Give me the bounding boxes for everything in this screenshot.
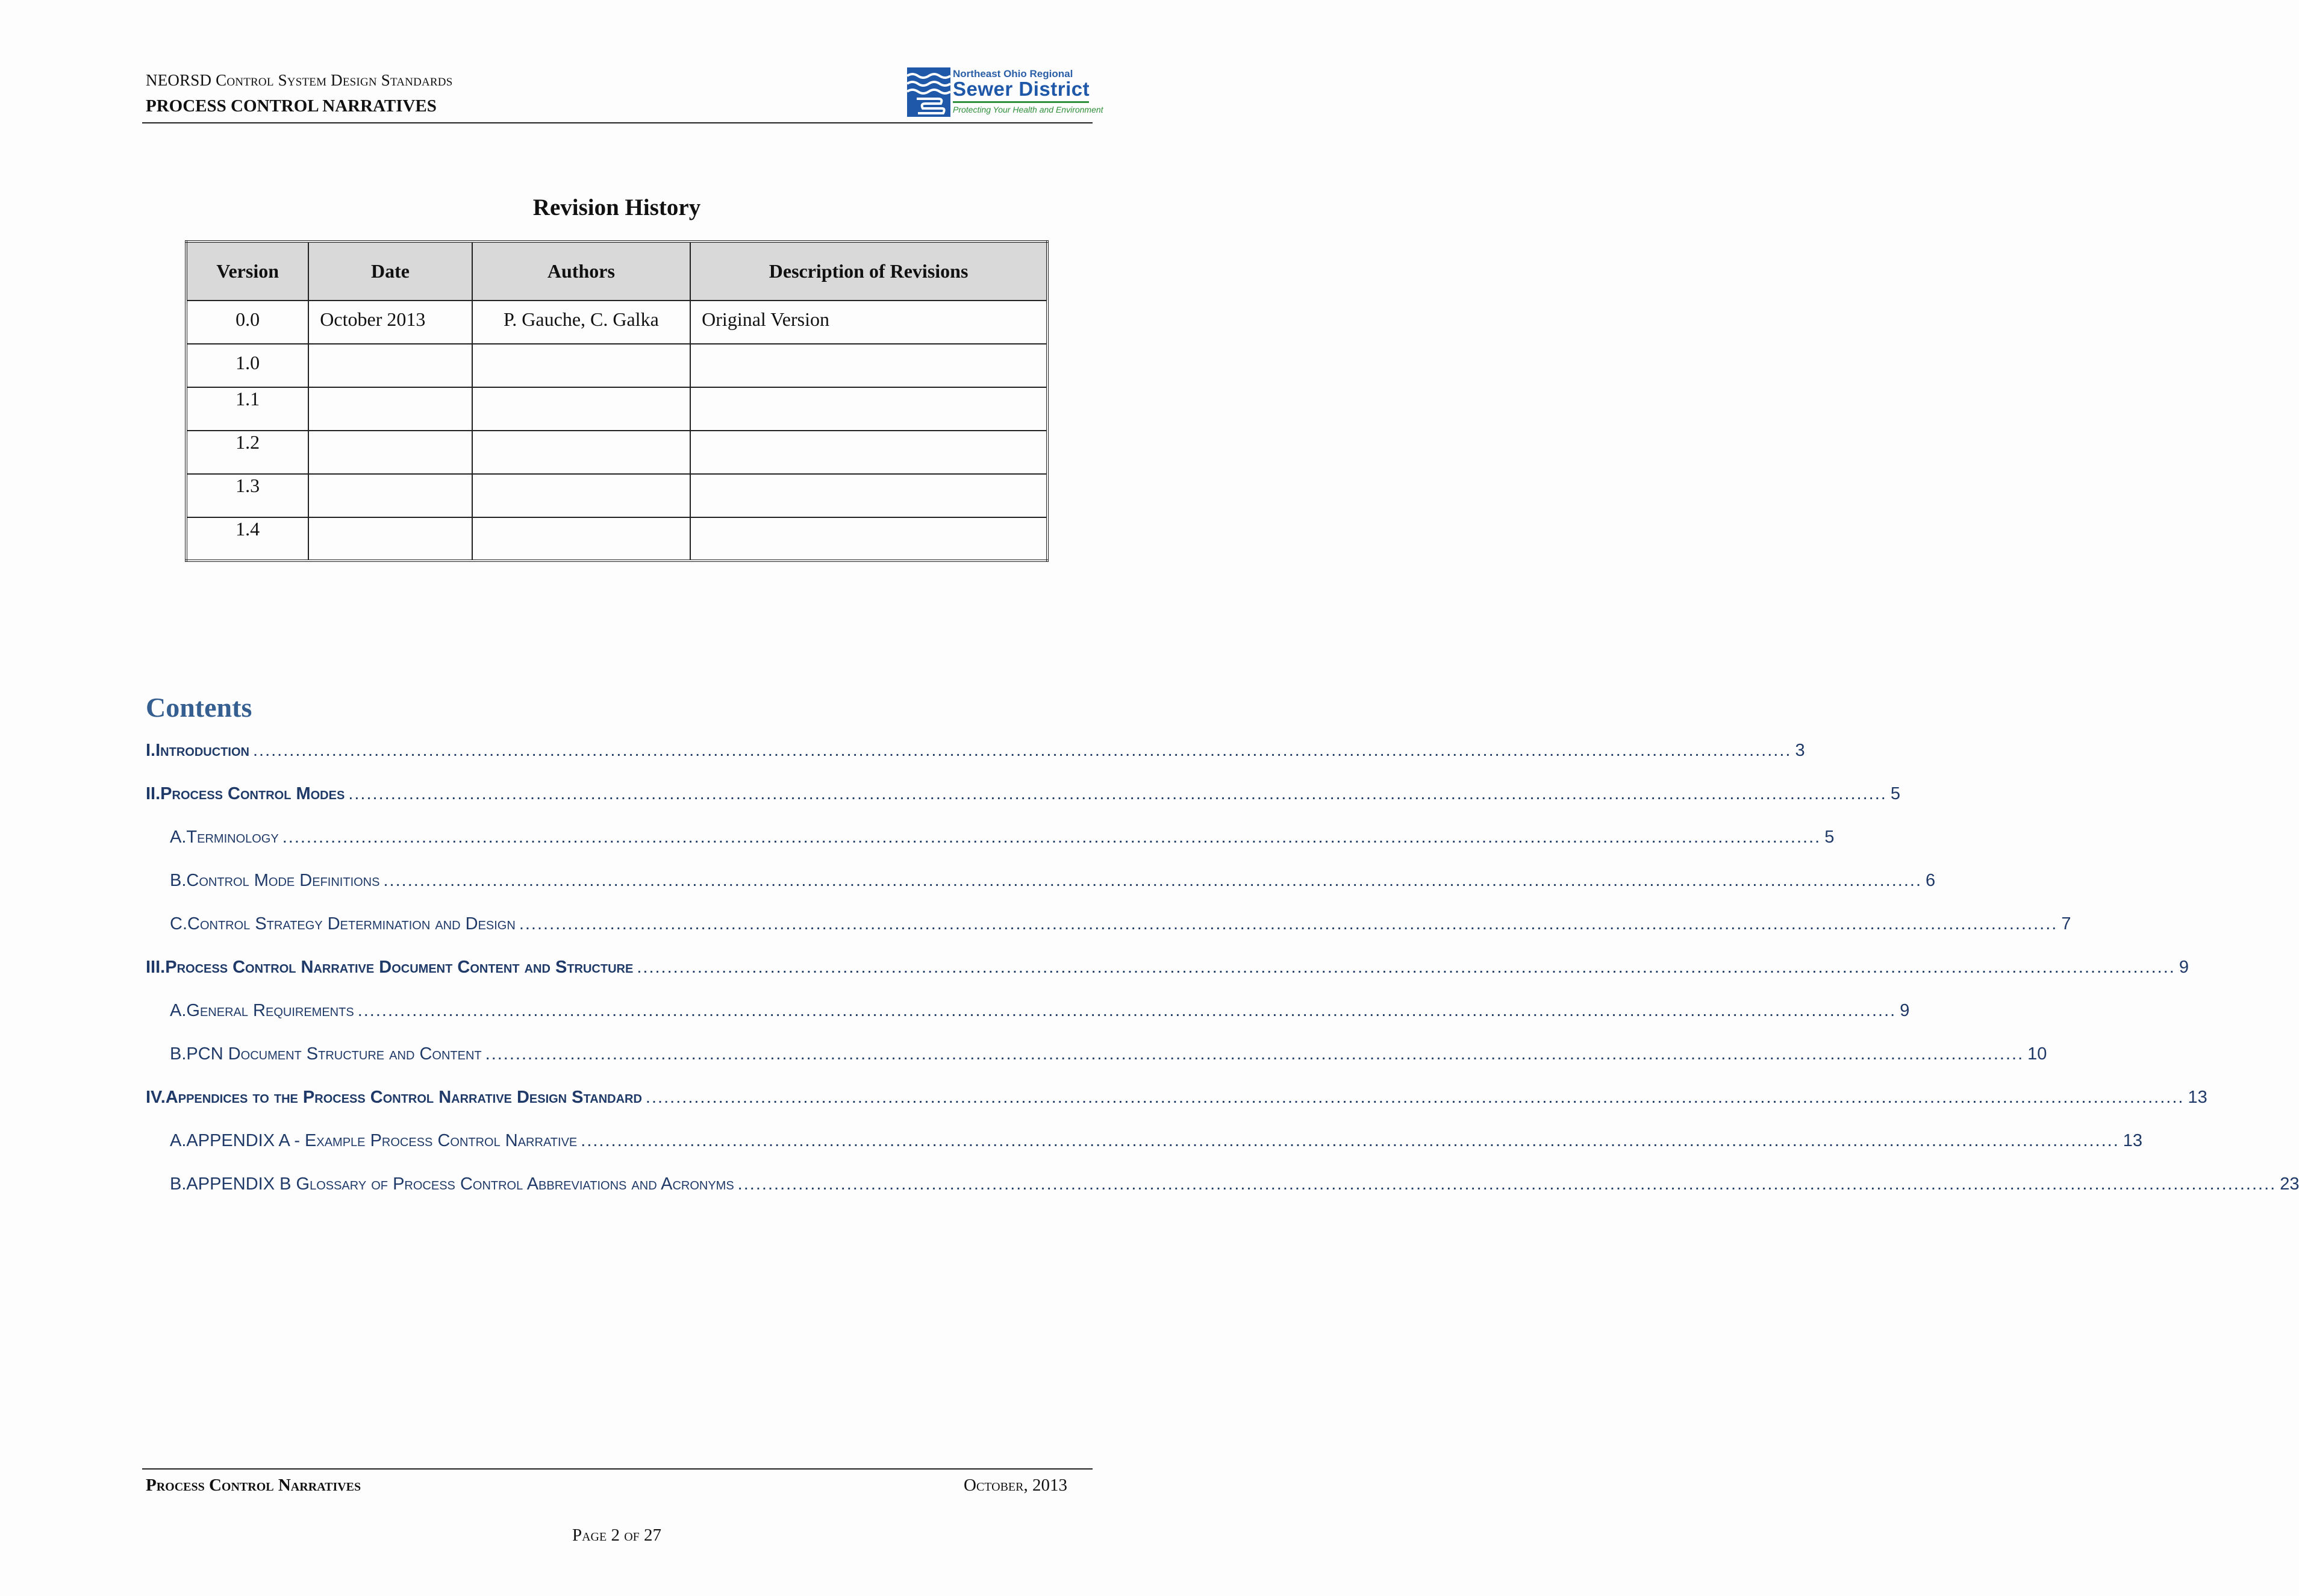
toc-entry-appendix-b[interactable] <box>170 1174 2299 1194</box>
description-cell <box>690 387 1047 431</box>
toc-entry-control-mode-definitions[interactable] <box>170 871 1936 891</box>
version-cell: 1.2 <box>186 431 308 474</box>
page-number: Page 2 of 27 <box>572 1526 662 1545</box>
toc-entry-page: 9 <box>2179 958 2189 977</box>
logo-line2: Sewer District <box>953 78 1090 100</box>
footer-divider <box>142 1468 1093 1470</box>
date-cell: October 2013 <box>308 301 472 344</box>
footer-section: Process Control Narratives <box>146 1476 361 1495</box>
header-title <box>146 71 452 90</box>
table-row <box>186 301 1047 344</box>
date-cell <box>308 344 472 387</box>
authors-cell <box>472 474 691 517</box>
toc-entry-number: A. <box>170 1131 187 1150</box>
authors-cell <box>472 431 691 474</box>
toc-entry-page: 7 <box>2061 914 2071 934</box>
toc-leader-dots: .............................................................................................................................................................................................................................................................. <box>519 914 2058 934</box>
toc-entry-pcn-document-content[interactable] <box>146 958 2189 977</box>
toc-entry-pcn-document-structure[interactable] <box>170 1044 2047 1064</box>
toc-entry-text: Control Strategy Determination and Design <box>187 914 516 934</box>
toc-leader-dots: .............................................................................................................................................................................................................................................................. <box>252 741 1792 760</box>
version-cell: 1.1 <box>186 387 308 431</box>
toc-entry-text: APPENDIX A - Example Process Control Narrative <box>186 1131 578 1150</box>
toc-leader-dots: .............................................................................................................................................................................................................................................................. <box>383 871 1922 890</box>
toc-entry-general-requirements[interactable] <box>170 1001 1910 1021</box>
toc-entry-page: 13 <box>2188 1088 2207 1107</box>
toc-entry-process-control-modes[interactable] <box>146 784 1900 804</box>
date-cell <box>308 474 472 517</box>
revision-history-table <box>185 240 1049 562</box>
table-row <box>186 474 1047 517</box>
toc-leader-dots: .............................................................................................................................................................................................................................................................. <box>645 1088 2185 1107</box>
toc-entry-text: General Requirements <box>186 1001 354 1020</box>
toc-entry-page: 5 <box>1890 784 1900 803</box>
toc-entry-text: Process Control Narrative Document Content and Structure <box>165 958 634 977</box>
toc-entry-number: III. <box>146 958 166 977</box>
toc-entry-number: B. <box>170 871 187 890</box>
column-header-authors: Authors <box>472 242 691 301</box>
authors-cell <box>472 387 691 431</box>
toc-leader-dots: .............................................................................................................................................................................................................................................................. <box>485 1044 2024 1064</box>
toc-entry-terminology[interactable] <box>170 828 1835 847</box>
toc-entry-page: 6 <box>1926 871 1936 890</box>
table-row <box>186 517 1047 561</box>
table-row <box>186 387 1047 431</box>
toc-leader-dots: .............................................................................................................................................................................................................................................................. <box>282 828 1821 847</box>
toc-entry-number: B. <box>170 1174 187 1194</box>
column-header-description: Description of Revisions <box>690 242 1047 301</box>
logo-underline <box>953 101 1089 103</box>
toc-entry-introduction[interactable] <box>146 741 1805 761</box>
table-header-row <box>186 242 1047 301</box>
description-cell <box>690 474 1047 517</box>
toc-entry-text: APPENDIX B Glossary of Process Control Abbreviations and Acronyms <box>186 1174 734 1194</box>
footer-date: October, 2013 <box>964 1476 1067 1495</box>
toc-entry-appendices[interactable] <box>146 1088 2207 1108</box>
header-org: NEORSD <box>146 71 212 89</box>
toc-entry-text: Appendices to the Process Control Narrative Design Standard <box>165 1088 642 1107</box>
toc-entry-page: 23 <box>2280 1174 2299 1194</box>
toc-entry-text: Terminology <box>186 828 279 847</box>
toc-entry-page: 9 <box>1900 1001 1910 1020</box>
toc-entry-appendix-a[interactable] <box>170 1131 2143 1151</box>
date-cell <box>308 431 472 474</box>
toc-entry-number: IV. <box>146 1088 166 1107</box>
toc-entry-text: PCN Document Structure and Content <box>186 1044 482 1064</box>
toc-leader-dots: .............................................................................................................................................................................................................................................................. <box>581 1131 2120 1150</box>
version-cell: 1.0 <box>186 344 308 387</box>
column-header-version: Version <box>186 242 308 301</box>
date-cell <box>308 387 472 431</box>
toc-entry-text: Process Control Modes <box>160 784 345 803</box>
toc-entry-page: 13 <box>2123 1131 2143 1150</box>
toc-entry-number: I. <box>146 741 156 760</box>
description-cell <box>690 344 1047 387</box>
contents-title: Contents <box>146 692 252 723</box>
logo-tagline: Protecting Your Health and Environment <box>953 105 1103 114</box>
toc-entry-text: Introduction <box>155 741 249 760</box>
toc-entry-text: Control Mode Definitions <box>186 871 380 890</box>
toc-leader-dots: .............................................................................................................................................................................................................................................................. <box>357 1001 1897 1020</box>
toc-entry-number: A. <box>170 828 187 847</box>
version-cell: 1.3 <box>186 474 308 517</box>
sewer-district-logo <box>907 67 1103 118</box>
toc-entry-page: 3 <box>1795 741 1805 760</box>
header-divider <box>142 122 1093 123</box>
toc-leader-dots: .............................................................................................................................................................................................................................................................. <box>348 784 1887 803</box>
toc-leader-dots: .............................................................................................................................................................................................................................................................. <box>637 958 2176 977</box>
version-cell: 1.4 <box>186 517 308 561</box>
toc-entry-number: C. <box>170 914 187 934</box>
toc-leader-dots: .............................................................................................................................................................................................................................................................. <box>737 1174 2277 1194</box>
description-cell <box>690 517 1047 561</box>
toc-entry-number: A. <box>170 1001 187 1020</box>
description-cell: Original Version <box>690 301 1047 344</box>
toc-entry-number: II. <box>146 784 161 803</box>
toc-entry-control-strategy[interactable] <box>170 914 2071 934</box>
authors-cell: P. Gauche, C. Galka <box>472 301 691 344</box>
water-waves-icon <box>907 67 950 117</box>
revision-history-title: Revision History <box>532 195 701 220</box>
date-cell <box>308 517 472 561</box>
header-section: PROCESS CONTROL NARRATIVES <box>146 96 437 116</box>
description-cell <box>690 431 1047 474</box>
authors-cell <box>472 517 691 561</box>
table-row <box>186 431 1047 474</box>
toc-entry-number: B. <box>170 1044 187 1064</box>
header-standard: Control System Design Standards <box>216 71 453 89</box>
toc-entry-page: 10 <box>2027 1044 2047 1064</box>
version-cell: 0.0 <box>186 301 308 344</box>
authors-cell <box>472 344 691 387</box>
column-header-date: Date <box>308 242 472 301</box>
logo-line1: Northeast Ohio Regional <box>953 68 1073 79</box>
table-row <box>186 344 1047 387</box>
toc-entry-page: 5 <box>1824 828 1835 847</box>
